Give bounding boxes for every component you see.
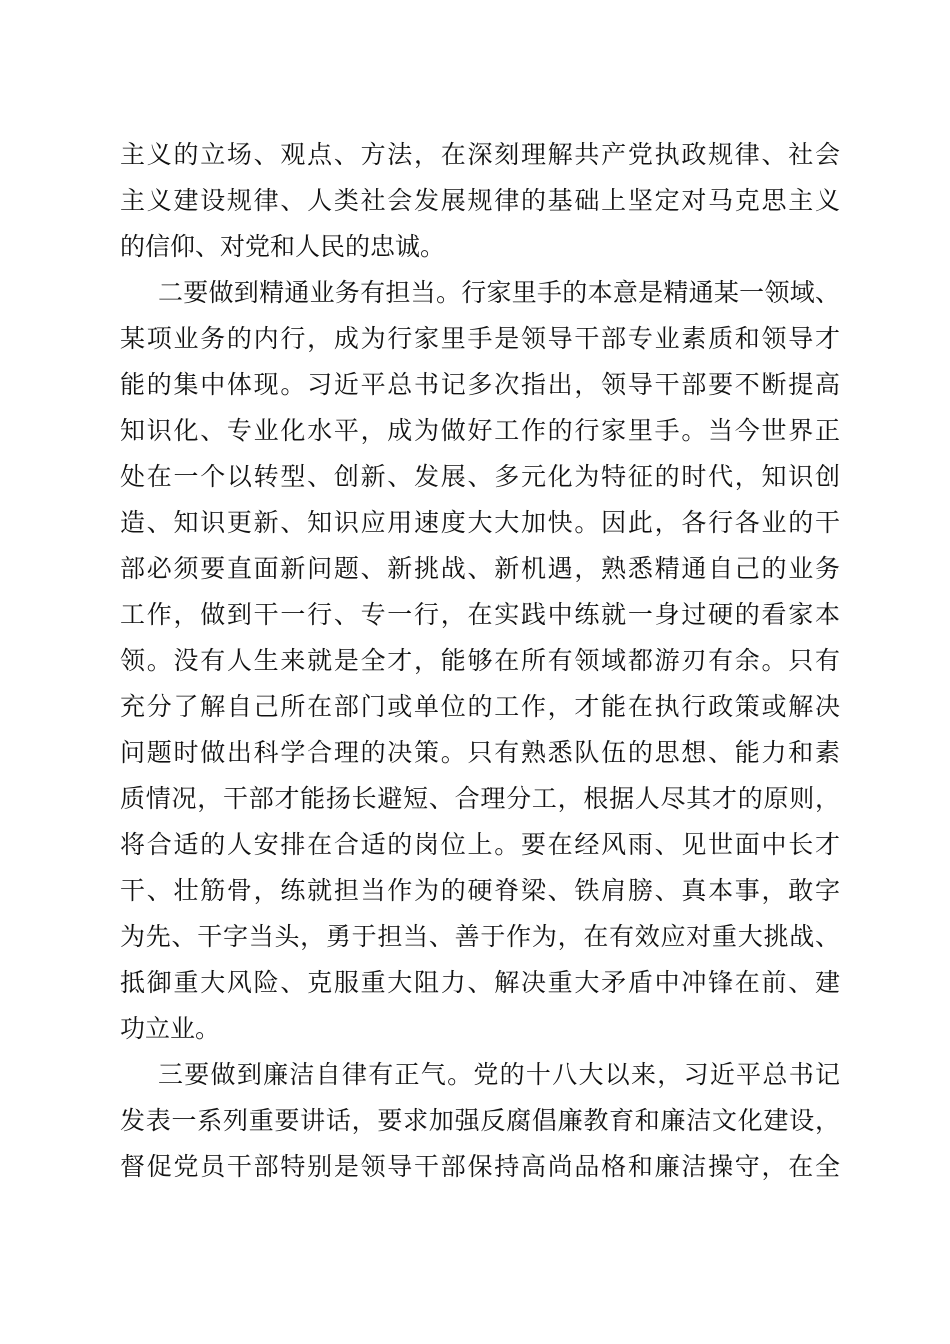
text-line: 为先、干字当头，勇于担当、善于作为，在有效应对重大挑战、: [120, 922, 840, 951]
text-line: 工作，做到干一行、专一行，在实践中练就一身过硬的看家本: [120, 600, 840, 629]
paragraph-heading-line: 三要做到廉洁自律有正气。党的十八大以来，习近平总书记: [158, 1060, 840, 1089]
text-line: 督促党员干部特别是领导干部保持高尚品格和廉洁操守，在全: [120, 1152, 840, 1181]
text-line: 发表一系列重要讲话，要求加强反腐倡廉教育和廉洁文化建设，: [120, 1106, 840, 1135]
text-line: 某项业务的内行，成为行家里手是领导干部专业素质和领导才: [120, 324, 840, 353]
text-line: 能的集中体现。习近平总书记多次指出，领导干部要不断提高: [120, 370, 840, 399]
text-line: 处在一个以转型、创新、发展、多元化为特征的时代，知识创: [120, 462, 840, 491]
text-line: 功立业。: [120, 1014, 221, 1043]
text-line: 抵御重大风险、克服重大阻力、解决重大矛盾中冲锋在前、建: [120, 968, 840, 997]
text-line: 质情况，干部才能扬长避短、合理分工，根据人尽其才的原则，: [120, 784, 840, 813]
text-line: 充分了解自己所在部门或单位的工作，才能在执行政策或解决: [120, 692, 840, 721]
text-line: 的信仰、对党和人民的忠诚。: [120, 232, 446, 261]
text-line: 问题时做出科学合理的决策。只有熟悉队伍的思想、能力和素: [120, 738, 840, 767]
paragraph-heading-line: 二要做到精通业务有担当。行家里手的本意是精通某一领域、: [158, 278, 840, 307]
text-line: 造、知识更新、知识应用速度大大加快。因此，各行各业的干: [120, 508, 840, 537]
text-line: 主义的立场、观点、方法，在深刻理解共产党执政规律、社会: [120, 140, 840, 169]
text-line: 部必须要直面新问题、新挑战、新机遇，熟悉精通自己的业务: [120, 554, 840, 583]
text-line: 领。没有人生来就是全才，能够在所有领域都游刃有余。只有: [120, 646, 840, 675]
text-line: 知识化、专业化水平，成为做好工作的行家里手。当今世界正: [120, 416, 840, 445]
text-line: 将合适的人安排在合适的岗位上。要在经风雨、见世面中长才: [120, 830, 840, 859]
text-line: 主义建设规律、人类社会发展规律的基础上坚定对马克思主义: [120, 186, 840, 215]
text-line: 干、壮筋骨，练就担当作为的硬脊梁、铁肩膀、真本事，敢字: [120, 876, 840, 905]
